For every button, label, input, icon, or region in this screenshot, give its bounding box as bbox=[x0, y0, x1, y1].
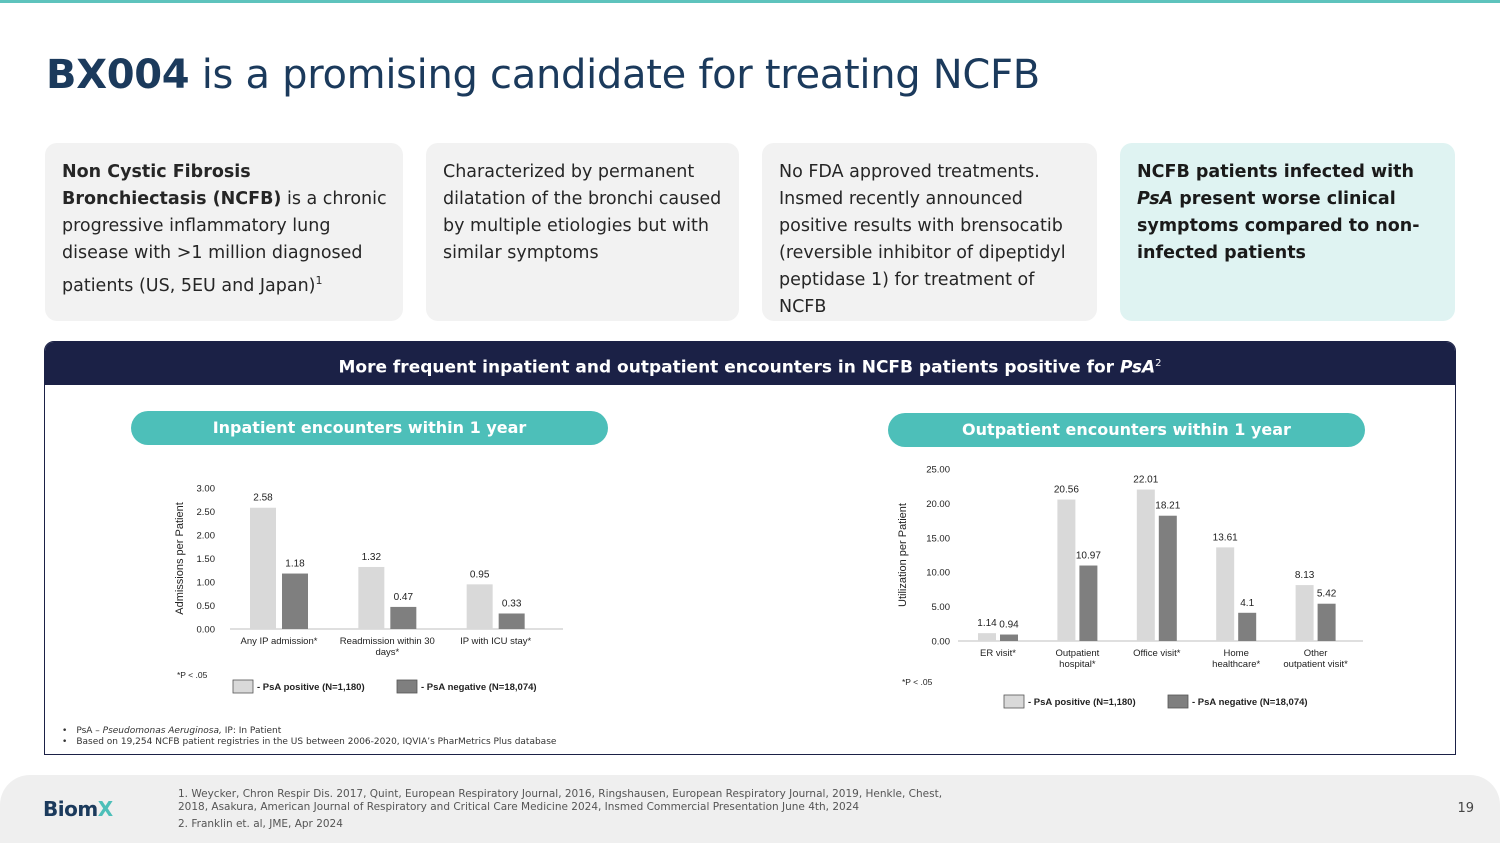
reference-1: 1. Weycker, Chron Respir Dis. 2017, Quint, European Respiratory Journal, 2016, Ringshausen, European Respiratory Journal, 2019, Henkle, Chest, 2018, Asakura, American Journal of Respiratory and Critical Care Medicine 2024, Insmed Commercial Presentation June 4th, 2024 bbox=[178, 788, 943, 813]
legend-swatch-psa-negative bbox=[1168, 695, 1188, 708]
data-label: 0.33 bbox=[501, 598, 522, 610]
data-label: 4.1 bbox=[1240, 597, 1255, 609]
bar-psa-negative bbox=[1159, 516, 1177, 641]
inpatient-chart-title: Inpatient encounters within 1 year bbox=[131, 411, 608, 445]
y-tick-label: 15.00 bbox=[926, 533, 950, 545]
bar-psa-negative bbox=[1000, 635, 1018, 641]
logo-x: X bbox=[97, 797, 113, 821]
y-tick-label: 0.50 bbox=[196, 601, 215, 612]
page-title bbox=[46, 50, 1040, 100]
legend-label: - PsA positive (N=1,180) bbox=[257, 682, 365, 693]
data-label: 18.21 bbox=[1155, 500, 1181, 512]
bar-psa-positive bbox=[1057, 500, 1075, 641]
data-label: 8.13 bbox=[1294, 570, 1315, 582]
y-tick-label: 20.00 bbox=[926, 498, 950, 510]
bar-psa-negative bbox=[1238, 613, 1256, 641]
data-label: 1.14 bbox=[977, 618, 997, 630]
card-4-pre: NCFB patients infected with bbox=[1137, 162, 1414, 182]
bar-psa-negative bbox=[499, 613, 525, 629]
outpatient-chart-title: Outpatient encounters within 1 year bbox=[888, 413, 1365, 447]
title-bold: BX004 bbox=[46, 52, 190, 98]
x-tick-label: healthcare* bbox=[1212, 659, 1261, 670]
y-axis-label: Admissions per Patient bbox=[174, 502, 186, 615]
data-label: 22.01 bbox=[1133, 474, 1159, 486]
card-2-text: Characterized by permanent dilatation of the bronchi caused by multiple etiologies but with similar symptoms bbox=[443, 162, 722, 263]
panel-heading-italic: PsA bbox=[1119, 357, 1156, 378]
x-tick-label: Any IP admission* bbox=[240, 636, 318, 647]
data-label: 1.32 bbox=[361, 551, 382, 563]
biomx-logo bbox=[43, 797, 113, 821]
footnote-psa-pre: PsA – bbox=[76, 726, 103, 736]
panel-heading-text: More frequent inpatient and outpatient encounters in NCFB patients positive for bbox=[338, 357, 1120, 378]
significance-footnote: *P < .05 bbox=[177, 670, 208, 680]
x-tick-label: Outpatient bbox=[1055, 648, 1100, 659]
data-label: 13.61 bbox=[1212, 532, 1238, 544]
bar-psa-positive bbox=[1216, 547, 1234, 641]
page-number: 19 bbox=[1457, 801, 1474, 816]
y-tick-label: 25.00 bbox=[926, 464, 950, 476]
bar-psa-negative bbox=[282, 574, 308, 629]
panel-heading bbox=[45, 342, 1455, 385]
data-label: 10.97 bbox=[1075, 550, 1101, 562]
footnote-psa-italic: Pseudomonas Aeruginosa, bbox=[102, 726, 222, 736]
x-tick-label: ER visit* bbox=[980, 648, 1016, 659]
data-label: 2.58 bbox=[253, 492, 273, 504]
y-tick-label: 5.00 bbox=[931, 602, 950, 614]
y-tick-label: 2.50 bbox=[196, 507, 215, 518]
y-tick-label: 3.00 bbox=[196, 483, 215, 495]
bar-psa-negative bbox=[1079, 566, 1097, 641]
card-characterization bbox=[426, 143, 739, 321]
x-tick-label: outpatient visit* bbox=[1283, 659, 1348, 670]
bar-psa-positive bbox=[1296, 585, 1314, 641]
legend-swatch-psa-positive bbox=[233, 680, 253, 693]
bar-psa-positive bbox=[358, 567, 384, 629]
footer-bar bbox=[0, 775, 1500, 843]
data-label: 0.95 bbox=[469, 569, 490, 581]
logo-main: Biom bbox=[43, 797, 98, 821]
y-tick-label: 0.00 bbox=[196, 624, 215, 636]
x-tick-label: Office visit* bbox=[1133, 648, 1181, 659]
data-label: 5.42 bbox=[1316, 588, 1337, 600]
bar-psa-positive bbox=[467, 584, 493, 629]
footnote-source: • Based on 19,254 NCFB patient registries in the US between 2006-2020, IQVIA’s PharMetrics Plus database bbox=[62, 737, 556, 748]
inpatient-chart bbox=[165, 470, 585, 705]
footnote-psa-post: IP: In Patient bbox=[221, 726, 282, 736]
y-tick-label: 1.50 bbox=[196, 554, 215, 565]
x-tick-label: hospital* bbox=[1059, 659, 1096, 670]
x-tick-label: Readmission within 30 bbox=[339, 636, 435, 647]
card-4-italic: PsA bbox=[1137, 189, 1174, 209]
footnotes bbox=[62, 726, 556, 748]
card-1-sup: 1 bbox=[315, 274, 323, 287]
bar-psa-positive bbox=[978, 633, 996, 641]
footnote-psa bbox=[62, 726, 556, 737]
significance-footnote: *P < .05 bbox=[902, 677, 933, 687]
card-1-text: is a chronic progressive inflammatory lung disease with >1 million diagnosed patients (US, 5EU and Japan) bbox=[62, 189, 387, 296]
bar-psa-positive bbox=[1137, 490, 1155, 641]
legend-label: - PsA positive (N=1,180) bbox=[1028, 697, 1136, 708]
card-1-bold: Non Cystic Fibrosis Bronchiectasis (NCFB) bbox=[62, 162, 282, 209]
x-tick-label: Other bbox=[1303, 648, 1328, 659]
y-tick-label: 1.00 bbox=[196, 577, 215, 589]
legend-swatch-psa-positive bbox=[1004, 695, 1024, 708]
data-label: 0.94 bbox=[999, 619, 1019, 631]
y-tick-label: 0.00 bbox=[931, 636, 950, 648]
legend-label: - PsA negative (N=18,074) bbox=[421, 682, 537, 693]
bar-psa-negative bbox=[390, 607, 416, 629]
x-tick-label: Home bbox=[1223, 648, 1249, 659]
legend-label: - PsA negative (N=18,074) bbox=[1192, 697, 1308, 708]
bar-psa-positive bbox=[250, 508, 276, 629]
y-tick-label: 10.00 bbox=[926, 567, 950, 579]
card-3-text: No FDA approved treatments. Insmed recently announced positive results with brensocatib (reversible inhibitor of dipeptidyl peptidase 1) for treatment of NCFB bbox=[779, 162, 1066, 317]
bar-psa-negative bbox=[1318, 604, 1336, 641]
x-tick-label: days* bbox=[375, 647, 400, 658]
reference-2: 2. Franklin et. al, JME, Apr 2024 bbox=[178, 818, 343, 830]
data-label: 20.56 bbox=[1053, 484, 1079, 496]
y-axis-label: Utilization per Patient bbox=[897, 503, 909, 607]
top-accent-rule bbox=[0, 0, 1500, 3]
title-rest: is a promising candidate for treating NCFB bbox=[189, 52, 1040, 98]
legend-swatch-psa-negative bbox=[397, 680, 417, 693]
y-tick-label: 2.00 bbox=[196, 530, 215, 542]
panel-heading-sup: 2 bbox=[1155, 358, 1162, 369]
card-4-post: present worse clinical symptoms compared to non-infected patients bbox=[1137, 189, 1420, 263]
card-psa-worse-symptoms bbox=[1120, 143, 1455, 321]
data-label: 0.47 bbox=[393, 591, 414, 603]
card-no-fda-treatments bbox=[762, 143, 1097, 321]
references bbox=[178, 788, 978, 831]
card-ncfb-definition bbox=[45, 143, 403, 321]
data-label: 1.18 bbox=[285, 558, 305, 570]
outpatient-chart bbox=[893, 455, 1363, 715]
x-tick-label: IP with ICU stay* bbox=[460, 636, 532, 647]
